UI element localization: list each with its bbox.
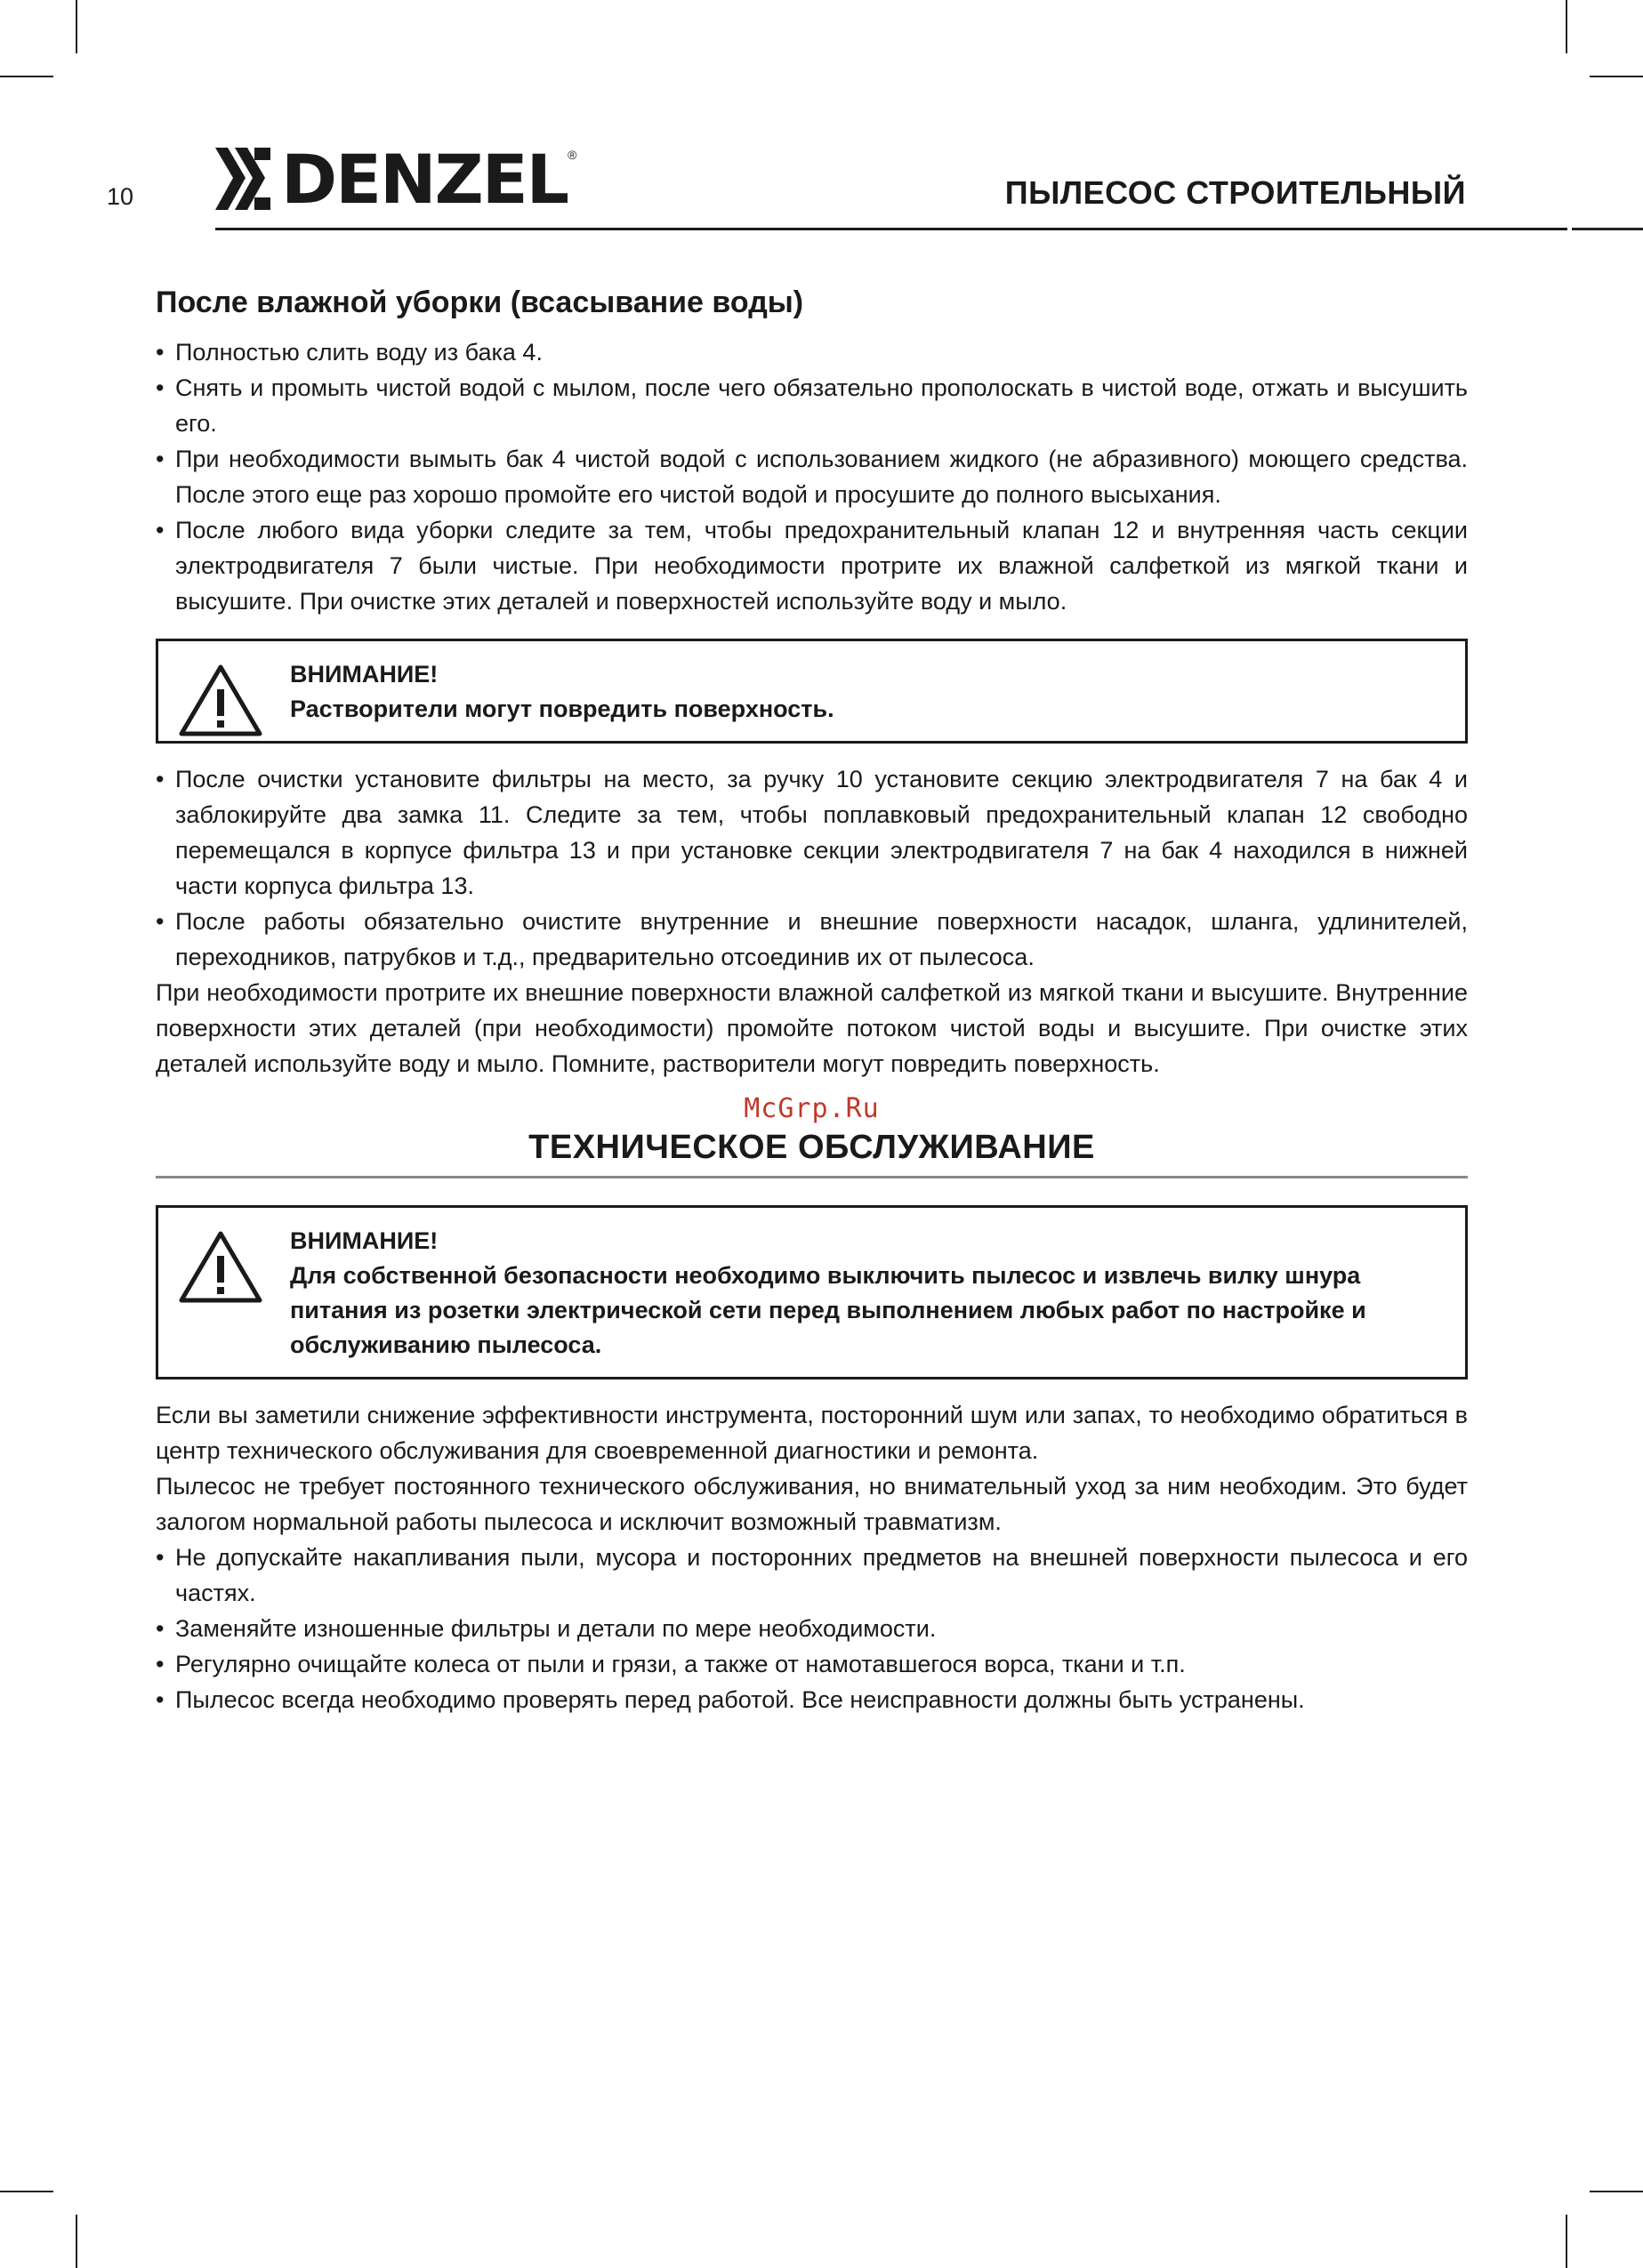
crop-mark (1590, 76, 1643, 77)
crop-mark (1566, 0, 1567, 53)
crop-mark (1566, 2215, 1567, 2268)
list-item: • Не допускайте накапливания пыли, мусора и посторонних предметов на внешней поверхности пылесоса и его частях. (156, 1540, 1468, 1611)
paragraph: При необходимости протрите их внешние поверхности влажной салфеткой из мягкой ткани и высушите. Внутренние поверхности этих деталей (при необходимости) промойте потоком чистой воды и высушите. При очистке этих деталей используйте воду и мыло. Помните, растворители могут повредить поверхность. (156, 979, 1468, 1077)
paragraph: Пылесос не требует постоянного технического обслуживания, но внимательный уход за ним необходим. Это будет залогом нормальной работы пылесоса и исключит возможный травматизм. (156, 1473, 1468, 1535)
warning-box (156, 639, 1468, 744)
section-heading: После влажной уборки (всасывание воды) (156, 286, 804, 319)
crop-mark (1590, 2191, 1643, 2192)
warning-text: Растворители могут повредить поверхность. (290, 696, 834, 722)
list-item: • Снять и промыть чистой водой с мылом, после чего обязательно прополоскать в чистой воде, отжать и высушить его. (156, 370, 1468, 441)
list-item: • Регулярно очищайте колеса от пыли и грязи, а также от намотавшегося ворса, ткани и т.п. (156, 1646, 1468, 1682)
warning-title: ВНИМАНИЕ! (290, 661, 439, 688)
watermark: McGrp.Ru (744, 1093, 880, 1124)
warning-box (156, 1205, 1468, 1379)
maintenance-heading: ТЕХНИЧЕСКОЕ ОБСЛУЖИВАНИЕ (528, 1129, 1095, 1166)
crop-mark (1572, 228, 1643, 230)
crop-mark (0, 76, 53, 77)
warning-triangle-icon (178, 1229, 263, 1304)
bullet-list (156, 761, 1468, 975)
warning-title: ВНИМАНИЕ! (290, 1227, 439, 1254)
bullet-list (156, 334, 1468, 619)
denzel-emblem-icon (215, 142, 272, 217)
list-item: • Заменяйте изношенные фильтры и детали по мере необходимости. (156, 1611, 1468, 1646)
list-item: • После работы обязательно очистите внутренние и внешние поверхности насадок, шланга, удлинителей, переходников, патрубков и т.д., предварительно отсоединив их от пылесоса. (156, 904, 1468, 975)
brand-logo (215, 142, 576, 217)
registered-mark: ® (568, 148, 577, 162)
page-number: 10 (107, 183, 134, 210)
paragraph: Если вы заметили снижение эффективности инструмента, посторонний шум или запах, то необходимо обратиться в центр технического обслуживания для своевременной диагностики и ремонта. (156, 1402, 1468, 1464)
brand-name: DENZEL (281, 140, 568, 219)
page-content (156, 283, 1468, 1717)
warning-text: Для собственной безопасности необходимо выключить пылесос и извлечь вилку шнура питания из розетки электрической сети перед выполнением любых работ по настройке и обслуживанию пылесоса. (290, 1262, 1366, 1358)
document-title: ПЫЛЕСОС СТРОИТЕЛЬНЫЙ (1004, 174, 1466, 211)
crop-mark (76, 0, 77, 53)
list-item: • После любого вида уборки следите за тем, чтобы предохранительный клапан 12 и внутренняя часть секции электродвигателя 7 были чистые. При необходимости протрите их влажной салфеткой из мягкой ткани и высушите. При очистке этих деталей и поверхностей используйте воду и мыло. (156, 512, 1468, 619)
list-item: • Полностью слить воду из бака 4. (156, 334, 1468, 370)
list-item: • Пылесос всегда необходимо проверять перед работой. Все неисправности должны быть устранены. (156, 1682, 1468, 1717)
bullet-list (156, 1540, 1468, 1717)
header-divider (215, 228, 1567, 230)
crop-mark (76, 2215, 77, 2268)
crop-mark (0, 2191, 53, 2192)
warning-triangle-icon (178, 663, 263, 737)
list-item: • После очистки установите фильтры на место, за ручку 10 установите секцию электродвигателя 7 на бак 4 и заблокируйте два замка 11. Следите за тем, чтобы поплавковый предохранительный клапан 12 свободно перемещался в корпусе фильтра 13 и при установке секции электродвигателя 7 на бак 4 находился в нижней части корпуса фильтра 13. (156, 761, 1468, 904)
list-item: • При необходимости вымыть бак 4 чистой водой с использованием жидкого (не абразивного) моющего средства. После этого еще раз хорошо промойте его чистой водой и просушите до полного высыхания. (156, 441, 1468, 512)
section-divider (156, 1176, 1468, 1178)
